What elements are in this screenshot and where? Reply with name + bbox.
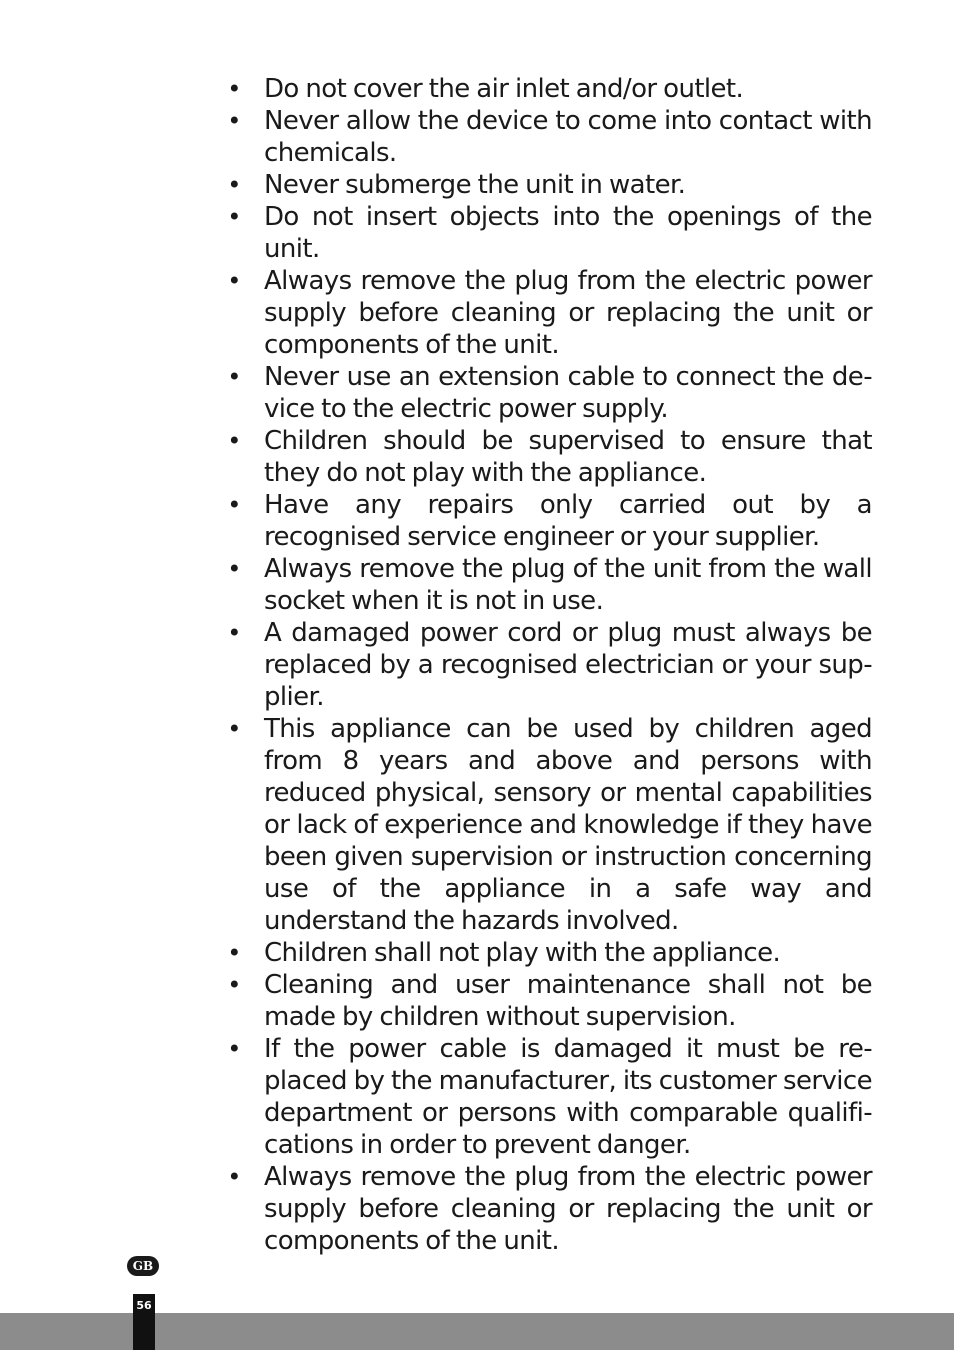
list-item-text: Always remove the plug from the electric power supply before cleaning or replacing the unit or components of the unit. [264, 1162, 872, 1256]
bullet-icon: • [227, 171, 241, 199]
list-item [226, 201, 872, 265]
list-item [226, 969, 872, 1033]
list-item [226, 713, 872, 937]
list-item-text: Never submerge the unit in water. [264, 170, 686, 200]
list-item-text: Children shall not play with the appliance. [264, 938, 781, 968]
list-item-text: Always remove the plug of the unit from the wall socket when it is not in use. [264, 554, 872, 616]
list-item-text: Children should be supervised to ensure that they do not play with the appliance. [264, 426, 872, 488]
page-number: 56 [136, 1299, 152, 1312]
list-item [226, 265, 872, 361]
bullet-icon: • [227, 1163, 241, 1191]
bullet-icon: • [227, 715, 241, 743]
list-item [226, 425, 872, 489]
list-item-text: Have any repairs only carried out by a recognised service engineer or your supplier. [264, 490, 872, 552]
bullet-icon: • [227, 267, 241, 295]
list-item-text: Cleaning and user maintenance shall not be made by children without supervision. [264, 970, 872, 1032]
list-item [226, 169, 872, 201]
list-item [226, 73, 872, 105]
list-item [226, 105, 872, 169]
bullet-icon: • [227, 971, 241, 999]
bullet-icon: • [227, 363, 241, 391]
list-item-text: Never use an extension cable to connect the de-vice to the electric power supply. [264, 362, 872, 424]
list-item-text: A damaged power cord or plug must always be replaced by a recognised electrician or your sup-plier. [264, 618, 872, 712]
bullet-icon: • [227, 427, 241, 455]
bullet-icon: • [227, 491, 241, 519]
list-item-text: Do not insert objects into the openings of the unit. [264, 202, 872, 264]
safety-instructions-list [226, 73, 872, 1257]
language-badge: GB [127, 1256, 159, 1276]
bullet-icon: • [227, 939, 241, 967]
list-item-text: Do not cover the air inlet and/or outlet. [264, 74, 744, 104]
list-item [226, 553, 872, 617]
bullet-icon: • [227, 1035, 241, 1063]
bullet-icon: • [227, 203, 241, 231]
list-item-text: Always remove the plug from the electric power supply before cleaning or replacing the unit or components of the unit. [264, 266, 872, 360]
list-item-text: This appliance can be used by children aged from 8 years and above and persons with reduced physical, sensory or mental capabilities or lack of experience and knowledge if they have been given supervision or instruction concerning use of the appliance in a safe way and understand the hazards involved. [264, 714, 872, 936]
list-item [226, 937, 872, 969]
list-item [226, 489, 872, 553]
list-item [226, 361, 872, 425]
bullet-icon: • [227, 555, 241, 583]
list-item [226, 1033, 872, 1161]
bullet-icon: • [227, 107, 241, 135]
bullet-icon: • [227, 75, 241, 103]
list-item [226, 617, 872, 713]
list-item [226, 1161, 872, 1257]
bullet-icon: • [227, 619, 241, 647]
list-item-text: If the power cable is damaged it must be re-placed by the manufacturer, its customer service department or persons with comparable qualifi-cations in order to prevent danger. [264, 1034, 872, 1160]
list-item-text: Never allow the device to come into contact with chemicals. [264, 106, 872, 168]
